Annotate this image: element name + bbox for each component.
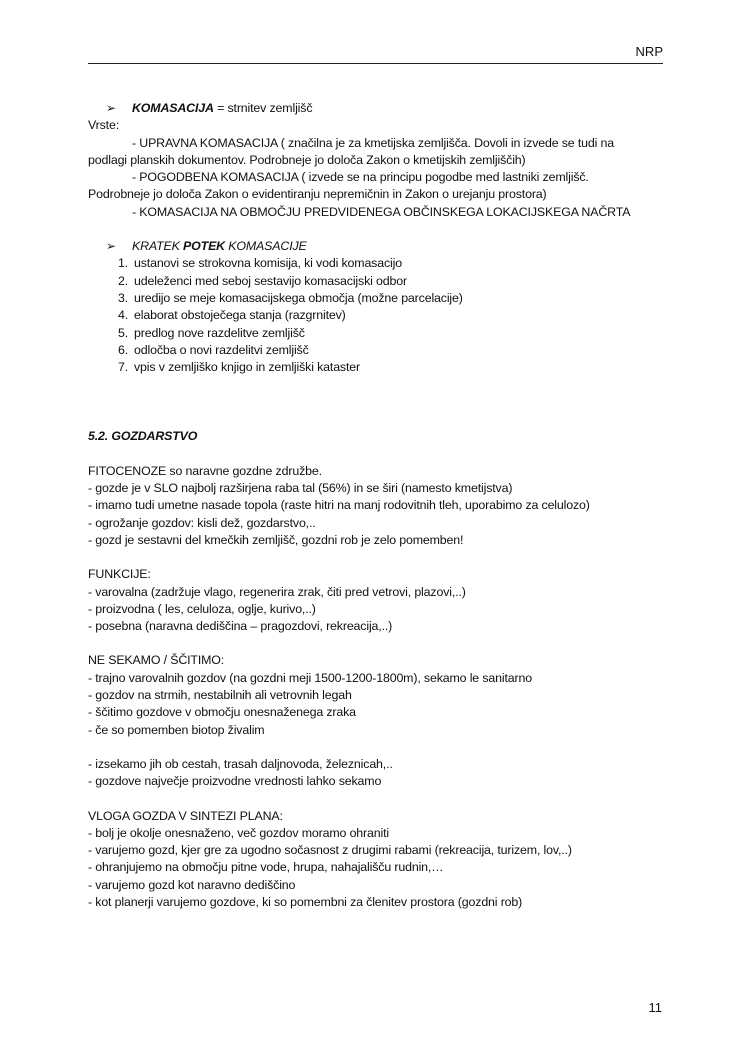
potek-steps-list	[88, 255, 668, 376]
obmocje-line: - KOMASACIJA NA OBMOČJU PREDVIDENEGA OBČINSKEGA LOKACIJSKEGA NAČRTA	[132, 204, 631, 219]
list-item: 1. ustanovi se strokovna komisija, ki vodi komasacijo	[117, 256, 402, 271]
list-item: 7. vpis v zemljiško knjigo in zemljiški kataster	[117, 360, 360, 375]
list-item: 6. odločba o novi razdelitvi zemljišč	[117, 342, 309, 357]
arrow-bullet-icon: ➢	[106, 101, 116, 115]
list-item: - kot planerji varujemo gozdove, ki so pomembni za členitev prostora (gozdni rob)	[88, 894, 523, 909]
vloga-heading: VLOGA GOZDA V SINTEZI PLANA:	[88, 808, 283, 823]
list-item: - če so pomemben biotop živalim	[88, 722, 265, 737]
vrste-label: Vrste:	[88, 118, 120, 133]
arrow-bullet-icon: ➢	[106, 239, 116, 254]
funkcije-heading: FUNKCIJE:	[88, 567, 151, 582]
page-header	[88, 44, 663, 64]
list-item: - gozdove največje proizvodne vrednosti lahko sekamo	[88, 774, 382, 789]
potek-heading	[88, 238, 668, 255]
fitocenoze-heading: FITOCENOZE so naravne gozdne združbe.	[88, 463, 322, 478]
list-item: - gozdov na strmih, nestabilnih ali vetrovnih legah	[88, 688, 352, 703]
list-item: - ščitimo gozdove v območju onesnaženega zraka	[88, 705, 356, 720]
upravna-line-2: podlagi planskih dokumentov. Podrobneje jo določa Zakon o kmetijskih zemljiščih)	[88, 152, 526, 167]
list-item: - bolj je okolje onesnaženo, več gozdov moramo ohraniti	[88, 825, 390, 840]
ne-sekamo-heading: NE SEKAMO / ŠČITIMO:	[88, 653, 225, 668]
upravna-line-1: - UPRAVNA KOMASACIJA ( značilna je za kmetijska zemljišča. Dovoli in izvede se tudi na	[132, 135, 614, 150]
list-item: 5. predlog nove razdelitve zemljišč	[117, 325, 305, 340]
list-item: - ohranjujemo na območju pitne vode, hrupa, nahajališču rudnin,…	[88, 860, 444, 875]
section-title: 5.2. GOZDARSTVO	[88, 429, 198, 444]
list-item: - varujemo gozd, kjer gre za ugodno sočasnost z drugimi rabami (rekreacija, turizem, lov,..)	[88, 843, 572, 858]
potek-prefix: KRATEK	[132, 239, 184, 254]
list-item: - izsekamo jih ob cestah, trasah daljnovoda, železnicah,..	[88, 756, 393, 771]
list-item: - imamo tudi umetne nasade topola (raste hitri na manj rodovitnih tleh, uporabimo za celulozo)	[88, 498, 590, 513]
document-body	[88, 100, 668, 911]
list-item: - varujemo gozd kot naravno dediščino	[88, 877, 296, 892]
list-item: - gozd je sestavni del kmečkih zemljišč, gozdni rob je zelo pomemben!	[88, 532, 464, 547]
list-item: - varovalna (zadržuje vlago, regenerira zrak, čiti pred vetrovi, plazovi,..)	[88, 584, 466, 599]
komasacija-term: KOMASACIJA	[132, 101, 214, 115]
potek-bold: POTEK	[183, 239, 225, 254]
header-title: NRP	[635, 44, 663, 59]
list-item: 4. elaborat obstoječega stanja (razgrnitev)	[117, 308, 346, 323]
list-item: - proizvodna ( les, celuloza, oglje, kurivo,..)	[88, 601, 316, 616]
komasacija-heading	[88, 100, 668, 117]
pogodbena-line-2: Podrobneje jo določa Zakon o evidentiranju nepremičnin in Zakon o urejanju prostora)	[88, 187, 547, 202]
list-item: - posebna (naravna dediščina – pragozdovi, rekreacija,..)	[88, 619, 393, 634]
list-item: - trajno varovalnih gozdov (na gozdni meji 1500-1200-1800m), sekamo le sanitarno	[88, 670, 532, 685]
page-number: 11	[648, 1000, 662, 1015]
komasacija-definition: = strnitev zemljišč	[213, 101, 313, 115]
potek-suffix: KOMASACIJE	[224, 239, 307, 254]
list-item: 2. udeleženci med seboj sestavijo komasacijski odbor	[117, 273, 407, 288]
list-item: 3. uredijo se meje komasacijskega območja (možne parcelacije)	[117, 290, 463, 305]
list-item: - gozde je v SLO najbolj razširjena raba tal (56%) in se širi (namesto kmetijstva)	[88, 481, 513, 496]
list-item: - ogrožanje gozdov: kisli dež, gozdarstvo,..	[88, 515, 316, 530]
pogodbena-line-1: - POGODBENA KOMASACIJA ( izvede se na principu pogodbe med lastniki zemljišč.	[132, 170, 589, 185]
